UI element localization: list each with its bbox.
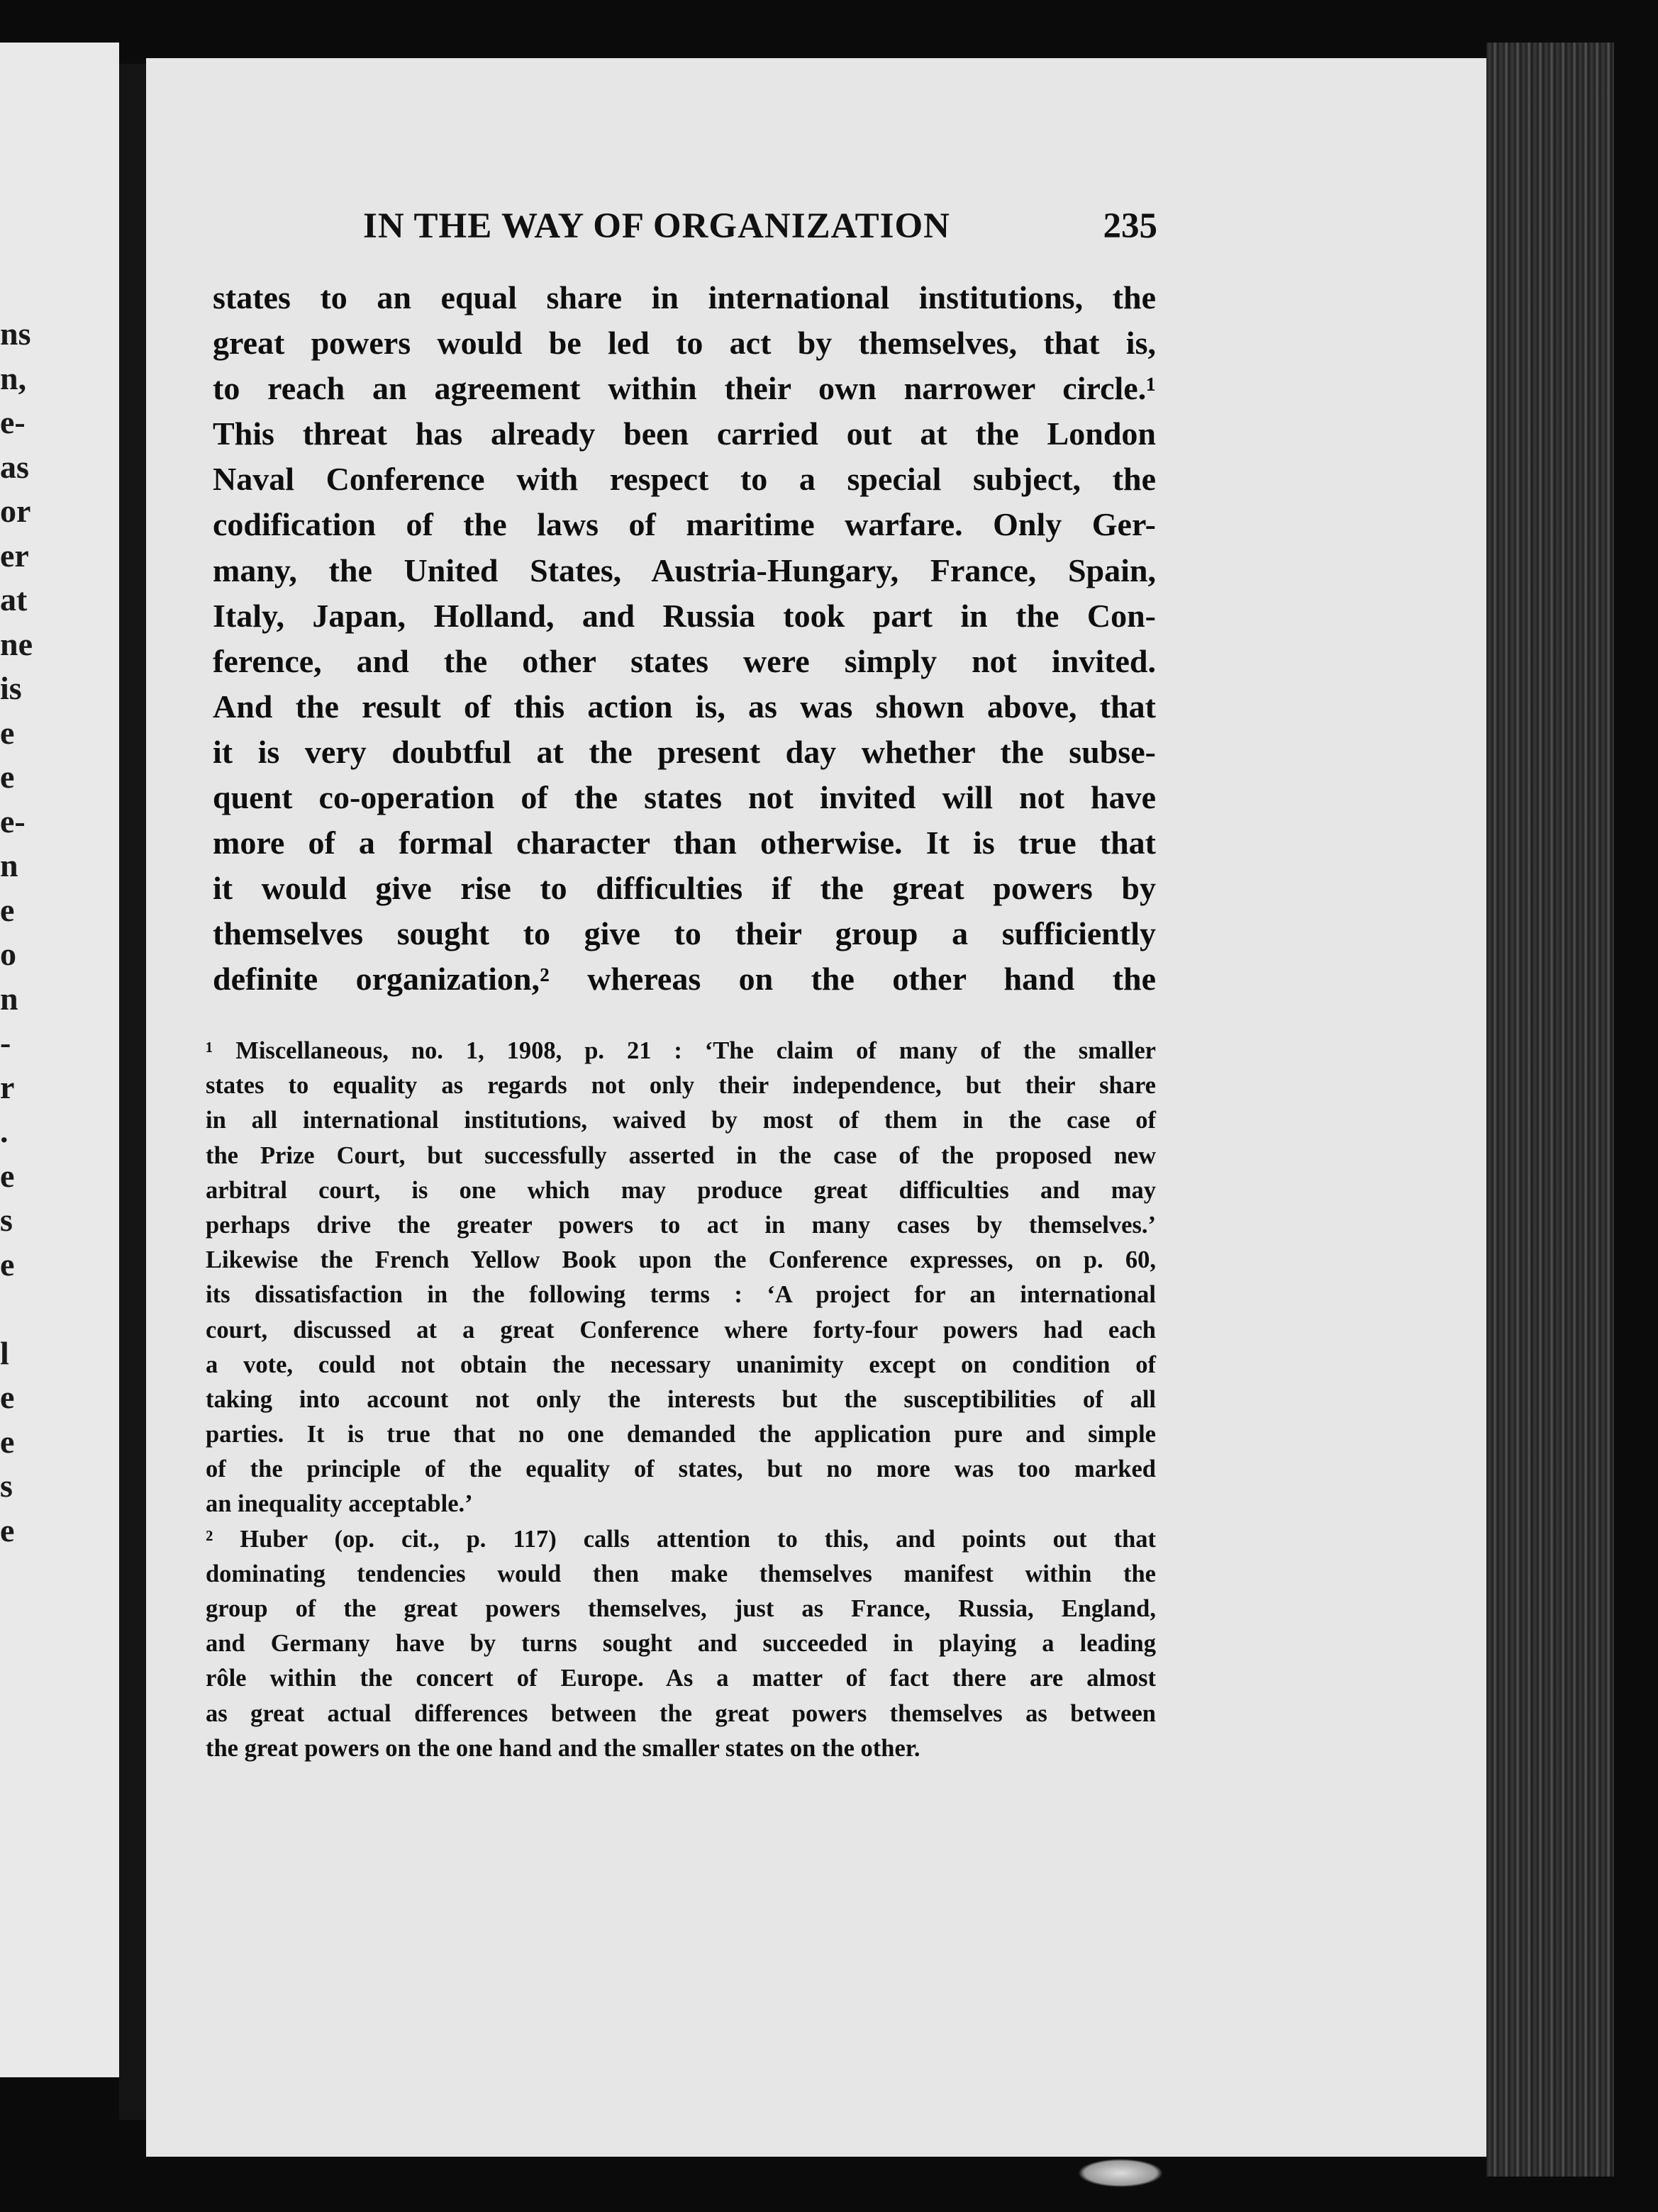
left-page-fragment: o <box>0 936 16 972</box>
footnote-2-line: group of the great powers themselves, just as France, Russia, England, <box>206 1595 1156 1622</box>
left-page-fragment: r <box>0 1068 15 1105</box>
left-page-fragment: or <box>0 493 31 529</box>
left-page-fragment <box>0 1287 28 1331</box>
left-page-fragment: e <box>0 1512 15 1548</box>
left-page-fragment: e <box>0 1157 15 1194</box>
left-page-fragment: ns <box>0 315 31 352</box>
left-page-fragment: e <box>0 759 15 795</box>
left-page-fragment: er <box>0 537 29 574</box>
left-page-fragment: e- <box>0 404 26 440</box>
left-page-fragment: n <box>0 980 18 1017</box>
running-title: IN THE WAY OF ORGANIZATION <box>363 206 951 246</box>
footnote-2-line: the great powers on the one hand and the smaller states on the other. <box>206 1734 920 1762</box>
body-line: codification of the laws of maritime warfare. Only Ger- <box>213 506 1156 543</box>
body-line: it is very doubtful at the present day whether the subse- <box>213 733 1156 770</box>
torn-paper-mark <box>1078 2159 1163 2187</box>
footnote-1-line: states to equality as regards not only their independence, but their share <box>206 1072 1156 1100</box>
left-page-fragment: e <box>0 891 15 928</box>
left-page-fragment: at <box>0 581 28 618</box>
body-line: to reach an agreement within their own narrower circle.¹ <box>213 370 1156 407</box>
footnote-1-line: its dissatisfaction in the following terms : ‘A project for an international <box>206 1281 1156 1309</box>
left-page-fragment: ne <box>0 625 33 662</box>
left-page-fragment: . <box>0 1113 9 1149</box>
footnote-1-line: arbitral court, is one which may produce great difficulties and may <box>206 1176 1156 1204</box>
body-line: it would give rise to difficulties if the great powers by <box>213 870 1156 907</box>
left-page-fragment: s <box>0 1468 13 1504</box>
body-line: ference, and the other states were simply not invited. <box>213 642 1156 679</box>
footnote-1-line: in all international institutions, waived by most of them in the case of <box>206 1107 1156 1134</box>
left-page-fragment: as <box>0 448 29 485</box>
footnote-1-line: taking into account not only the interests but the susceptibilities of all <box>206 1385 1156 1413</box>
footnotes <box>206 1034 1156 1766</box>
left-page-text-fragments <box>0 312 33 1553</box>
body-line: definite organization,² whereas on the other hand the <box>213 961 1156 998</box>
footnote-2-line: and Germany have by turns sought and succeeded in playing a leading <box>206 1630 1156 1658</box>
left-page-fragment: s <box>0 1202 13 1238</box>
body-line: states to an equal share in international institutions, the <box>213 279 1156 315</box>
body-line: And the result of this action is, as was shown above, that <box>213 688 1156 725</box>
left-page-fragment: e- <box>0 803 26 839</box>
left-page-fragment: n, <box>0 359 27 396</box>
running-head <box>363 206 1157 255</box>
left-page-fragment: n <box>0 847 18 883</box>
footnote-1-line: a vote, could not obtain the necessary unanimity except on condition of <box>206 1351 1156 1378</box>
left-page-fragment: is <box>0 670 22 706</box>
body-line: many, the United States, Austria-Hungary, France, Spain, <box>213 552 1156 588</box>
body-paragraph <box>213 275 1156 1002</box>
body-line: quent co-operation of the states not invited will not have <box>213 779 1156 816</box>
book-gutter <box>119 64 146 2120</box>
footnote-1-line: court, discussed at a great Conference where forty-four powers had each <box>206 1316 1156 1344</box>
footnote-1-line: the Prize Court, but successfully asserted in the case of the proposed new <box>206 1141 1156 1169</box>
footnote-2-line: as great actual differences between the great powers themselves as between <box>206 1699 1156 1727</box>
body-line: This threat has already been carried out at the London <box>213 415 1156 452</box>
footnote-2-line: rôle within the concert of Europe. As a matter of fact there are almost <box>206 1665 1156 1692</box>
page-number: 235 <box>1103 206 1157 246</box>
left-page-fragment: e <box>0 1423 15 1460</box>
footnote-1-line: an inequality acceptable.’ <box>206 1490 473 1518</box>
body-line: more of a formal character than otherwise. It is true that <box>213 825 1156 861</box>
left-page-fragment: l <box>0 1334 9 1371</box>
footnote-1-line: ¹ Miscellaneous, no. 1, 1908, p. 21 : ‘The claim of many of the smaller <box>206 1037 1156 1064</box>
left-page-fragment: - <box>0 1024 11 1061</box>
body-line: themselves sought to give to their group a sufficiently <box>213 915 1156 952</box>
page-edges <box>1486 43 1614 2177</box>
footnote-1-line: of the principle of the equality of states, but no more was too marked <box>206 1456 1156 1483</box>
footnote-1-line: parties. It is true that no one demanded the application pure and simple <box>206 1421 1156 1448</box>
footnote-1-line: perhaps drive the greater powers to act in many cases by themselves.’ <box>206 1211 1156 1239</box>
left-facing-page <box>0 43 119 2077</box>
left-page-fragment: e <box>0 1246 15 1283</box>
footnote-1-line: Likewise the French Yellow Book upon the Conference expresses, on p. 60, <box>206 1246 1156 1274</box>
footnote-2-line: ² Huber (op. cit., p. 117) calls attention to this, and points out that <box>206 1525 1156 1553</box>
body-line: Italy, Japan, Holland, and Russia took part in the Con- <box>213 597 1156 634</box>
body-line: great powers would be led to act by themselves, that is, <box>213 325 1156 362</box>
footnote-2-line: dominating tendencies would then make themselves manifest within the <box>206 1560 1156 1587</box>
left-page-fragment: e <box>0 714 15 751</box>
body-line: Naval Conference with respect to a special subject, the <box>213 461 1156 498</box>
left-page-fragment: e <box>0 1379 15 1415</box>
